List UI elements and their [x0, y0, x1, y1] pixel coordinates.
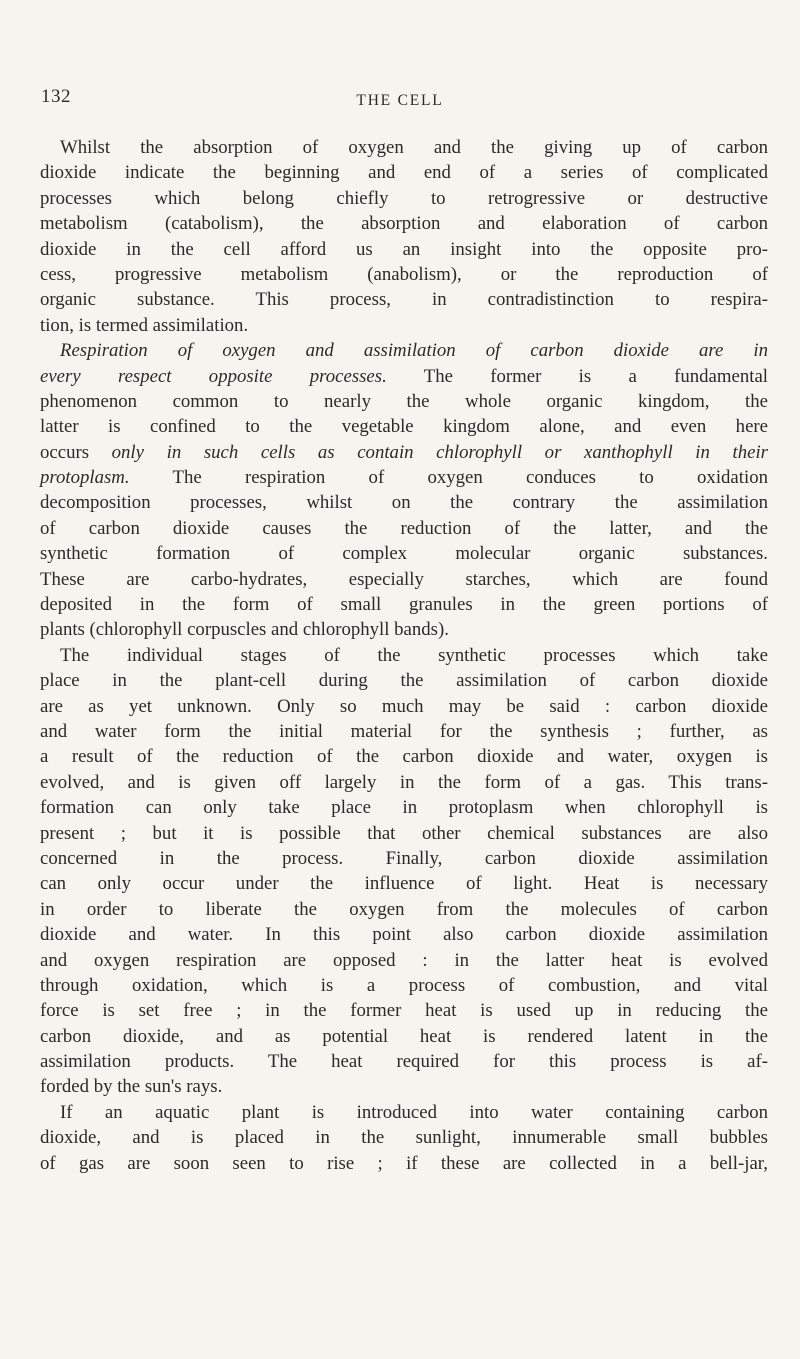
line-text: latter is confined to the vegetable kingdom alone, and even here — [40, 416, 768, 438]
line-text: formation can only take place in protoplasm when chlorophyll is — [40, 797, 768, 819]
italic-text: Respiration of oxygen and assimilation of carbon dioxide are in — [60, 340, 768, 362]
line-text: plants (chlorophyll corpuscles and chlorophyll bands). — [40, 619, 449, 641]
line-text: and oxygen respiration are opposed : in the latter heat is evolved — [40, 949, 768, 971]
italic-text: every respect opposite processes. — [40, 365, 387, 387]
text-line — [40, 998, 768, 1023]
line-text: metabolism (catabolism), the absorption and elaboration of carbon — [40, 213, 768, 235]
text-line — [40, 465, 768, 490]
text-line — [40, 617, 768, 642]
line-text: dioxide and water. In this point also carbon dioxide assimilation — [40, 924, 768, 946]
text-line — [40, 186, 768, 211]
text-line — [40, 287, 768, 312]
line-text: These are carbo-hydrates, especially starches, which are found — [40, 568, 768, 590]
running-title: THE CELL — [356, 92, 444, 109]
text-line — [40, 897, 768, 922]
line-text: force is set free ; in the former heat is used up in reducing the — [40, 1000, 768, 1022]
text-line — [40, 1125, 768, 1150]
line-text: cess, progressive metabolism (anabolism), or the reproduction of — [40, 263, 768, 285]
text-line — [40, 668, 768, 693]
text-line — [40, 1074, 768, 1099]
line-text: The former is a fundamental — [386, 365, 768, 387]
text-line — [40, 795, 768, 820]
text-line — [40, 490, 768, 515]
text-line — [40, 973, 768, 998]
line-text: dioxide in the cell afford us an insight into the opposite pro- — [40, 238, 768, 260]
line-text: a result of the reduction of the carbon dioxide and water, oxygen is — [40, 746, 768, 768]
text-line — [40, 719, 768, 744]
line-text: organic substance. This process, in contradistinction to respira- — [40, 289, 768, 311]
line-text: synthetic formation of complex molecular organic substances. — [40, 543, 768, 565]
line-text: The respiration of oxygen conduces to oxidation — [129, 467, 768, 489]
text-line — [40, 440, 768, 465]
line-text: are as yet unknown. Only so much may be said : carbon dioxide — [40, 695, 768, 717]
text-line — [40, 135, 768, 160]
text-line — [40, 871, 768, 896]
page-number: 132 — [41, 86, 71, 107]
text-line — [40, 922, 768, 947]
text-line — [40, 1049, 768, 1074]
line-text: forded by the sun's rays. — [40, 1076, 223, 1098]
line-text: place in the plant-cell during the assimilation of carbon dioxide — [40, 670, 768, 692]
line-text: in order to liberate the oxygen from the molecules of carbon — [40, 898, 768, 920]
line-text: Whilst the absorption of oxygen and the giving up of carbon — [60, 137, 768, 158]
body-text — [40, 135, 768, 1176]
text-line — [40, 694, 768, 719]
line-text: deposited in the form of small granules in the green portions of — [40, 594, 768, 616]
line-text: can only occur under the influence of light. Heat is necessary — [40, 873, 768, 895]
line-text: occurs — [40, 441, 112, 463]
text-line — [40, 1100, 768, 1125]
text-line — [40, 313, 768, 338]
line-text: If an aquatic plant is introduced into water containing carbon — [60, 1101, 768, 1123]
line-text: processes which belong chiefly to retrogressive or destructive — [40, 187, 768, 209]
line-text: tion, is termed assimilation. — [40, 314, 249, 336]
text-line — [40, 744, 768, 769]
text-line — [40, 1151, 768, 1176]
text-line — [40, 643, 768, 668]
text-line — [40, 948, 768, 973]
line-text: of gas are soon seen to rise ; if these are collected in a bell-jar, — [40, 1152, 768, 1174]
line-text: dioxide indicate the beginning and end of a series of complicated — [40, 162, 768, 184]
text-line — [40, 821, 768, 846]
text-line — [40, 338, 768, 363]
italic-text: protoplasm. — [40, 467, 130, 489]
text-line — [40, 516, 768, 541]
text-line — [40, 211, 768, 236]
text-line — [40, 262, 768, 287]
line-text: dioxide, and is placed in the sunlight, innumerable small bubbles — [40, 1127, 768, 1149]
text-line — [40, 389, 768, 414]
line-text: evolved, and is given off largely in the form of a gas. This trans- — [40, 771, 768, 793]
text-line — [40, 1024, 768, 1049]
line-text: phenomenon common to nearly the whole organic kingdom, the — [40, 390, 768, 412]
line-text: assimilation products. The heat required for this process is af- — [40, 1051, 768, 1073]
text-line — [40, 414, 768, 439]
line-text: through oxidation, which is a process of combustion, and vital — [40, 974, 768, 996]
line-text: carbon dioxide, and as potential heat is rendered latent in the — [40, 1025, 768, 1047]
text-line — [40, 770, 768, 795]
line-text: decomposition processes, whilst on the contrary the assimilation — [40, 492, 768, 514]
line-text: of carbon dioxide causes the reduction of the latter, and the — [40, 517, 768, 539]
text-line — [40, 846, 768, 871]
text-line — [40, 592, 768, 617]
text-line — [40, 364, 768, 389]
line-text: present ; but it is possible that other chemical substances are also — [40, 822, 768, 844]
text-line — [40, 237, 768, 262]
text-line — [40, 541, 768, 566]
line-text: concerned in the process. Finally, carbon dioxide assimilation — [40, 847, 768, 869]
line-text: The individual stages of the synthetic processes which take — [60, 644, 768, 666]
text-line — [40, 160, 768, 185]
text-line — [40, 567, 768, 592]
line-text: and water form the initial material for the synthesis ; further, as — [40, 720, 768, 742]
italic-text: only in such cells as contain chlorophyll or xanthophyll in their — [111, 441, 768, 463]
